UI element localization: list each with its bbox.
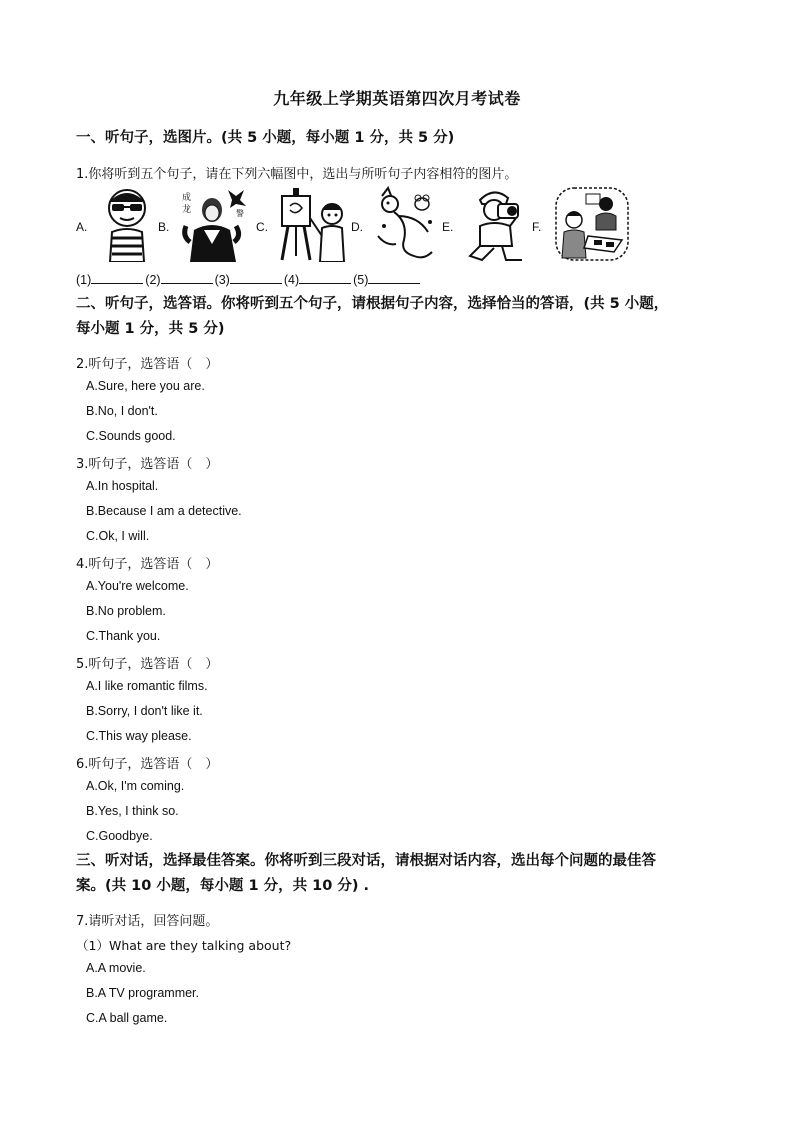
question-5-option-c[interactable]: C.This way please. xyxy=(86,729,192,743)
question-2-stem: 2.听句子，选答语（ ） xyxy=(76,357,219,372)
question-2-option-b[interactable]: B.No, I don't. xyxy=(86,404,158,418)
blank-label-3: (3) xyxy=(214,273,230,287)
question-5-stem: 5.听句子，选答语（ ） xyxy=(76,657,219,672)
question-6-option-a[interactable]: A.Ok, I'm coming. xyxy=(86,779,185,793)
question-7-option-c[interactable]: C.A ball game. xyxy=(86,1011,168,1025)
section-2-heading-line-1: 二、听句子，选答语。你将听到五个句子，请根据句子内容，选择恰当的答语，(共 5 小题， xyxy=(76,296,669,312)
section-2-heading-line-2: 每小题 1 分，共 5 分) xyxy=(76,321,225,337)
section-3-heading-line-2: 案。(共 10 小题，每小题 1 分，共 10 分) . xyxy=(76,878,370,894)
question-6-stem: 6.听句子，选答语（ ） xyxy=(76,757,219,772)
svg-text:龙: 龙 xyxy=(182,205,192,215)
answer-blank-3[interactable] xyxy=(230,271,282,284)
picture-letter-b: B. xyxy=(158,220,170,234)
question-2-option-a[interactable]: A.Sure, here you are. xyxy=(86,379,205,393)
question-5-option-b[interactable]: B.Sorry, I don't like it. xyxy=(86,704,203,718)
question-4-option-b[interactable]: B.No problem. xyxy=(86,604,166,618)
question-4-stem: 4.听句子，选答语（ ） xyxy=(76,557,219,572)
question-1-instruction: 1.你将听到五个句子，请在下列六幅图中，选出与所听句子内容相符的图片。 xyxy=(76,167,518,182)
question-4-option-c[interactable]: C.Thank you. xyxy=(86,629,161,643)
svg-text:警: 警 xyxy=(236,209,244,218)
question-5-option-a[interactable]: A.I like romantic films. xyxy=(86,679,208,693)
photographer-icon xyxy=(466,186,532,262)
svg-text:成: 成 xyxy=(182,193,192,203)
section-1-heading: 一、听句子，选图片。(共 5 小题，每小题 1 分，共 5 分) xyxy=(76,130,455,146)
picture-letter-f: F. xyxy=(532,220,542,234)
dining-scene-icon xyxy=(554,186,630,262)
question-3-option-b[interactable]: B.Because I am a detective. xyxy=(86,504,242,518)
section-3-heading xyxy=(76,849,726,899)
picture-letter-c: C. xyxy=(256,220,268,234)
blank-label-1: (1) xyxy=(76,273,92,287)
blank-label-5: (5) xyxy=(353,273,369,287)
question-4-option-a[interactable]: A.You're welcome. xyxy=(86,579,189,593)
answer-blank-4[interactable] xyxy=(299,271,351,284)
question-3-option-c[interactable]: C.Ok, I will. xyxy=(86,529,150,543)
question-7-stem: 7.请听对话，回答问题。 xyxy=(76,914,219,929)
answer-blank-5[interactable] xyxy=(368,271,420,284)
picture-letter-a: A. xyxy=(76,220,88,234)
question-2-option-c[interactable]: C.Sounds good. xyxy=(86,429,176,443)
easel-painter-icon xyxy=(276,186,350,262)
boy-sunglasses-icon xyxy=(98,186,156,262)
question-6-option-c[interactable]: C.Goodbye. xyxy=(86,829,153,843)
answer-blank-2[interactable] xyxy=(161,271,213,284)
question-7-option-a[interactable]: A.A movie. xyxy=(86,961,146,975)
picture-options xyxy=(76,186,636,264)
section-2-heading xyxy=(76,292,726,342)
question-7-option-b[interactable]: B.A TV programmer. xyxy=(86,986,200,1000)
question-7-sub-1: （1）What are they talking about? xyxy=(76,938,292,953)
answer-blanks xyxy=(76,271,422,287)
blank-label-2: (2) xyxy=(145,273,161,287)
exam-title: 九年级上学期英语第四次月考试卷 xyxy=(273,89,521,108)
question-3-stem: 3.听句子，选答语（ ） xyxy=(76,457,219,472)
blank-label-4: (4) xyxy=(283,273,300,287)
question-3-option-a[interactable]: A.In hospital. xyxy=(86,479,159,493)
cartoon-cat-mouse-icon xyxy=(374,186,436,262)
kungfu-man-icon xyxy=(180,186,252,262)
picture-letter-e: E. xyxy=(442,220,454,234)
question-6-option-b[interactable]: B.Yes, I think so. xyxy=(86,804,179,818)
section-3-heading-line-1: 三、听对话，选择最佳答案。你将听到三段对话，请根据对话内容，选出每个问题的最佳答 xyxy=(76,853,656,869)
picture-letter-d: D. xyxy=(351,220,363,234)
answer-blank-1[interactable] xyxy=(91,271,143,284)
